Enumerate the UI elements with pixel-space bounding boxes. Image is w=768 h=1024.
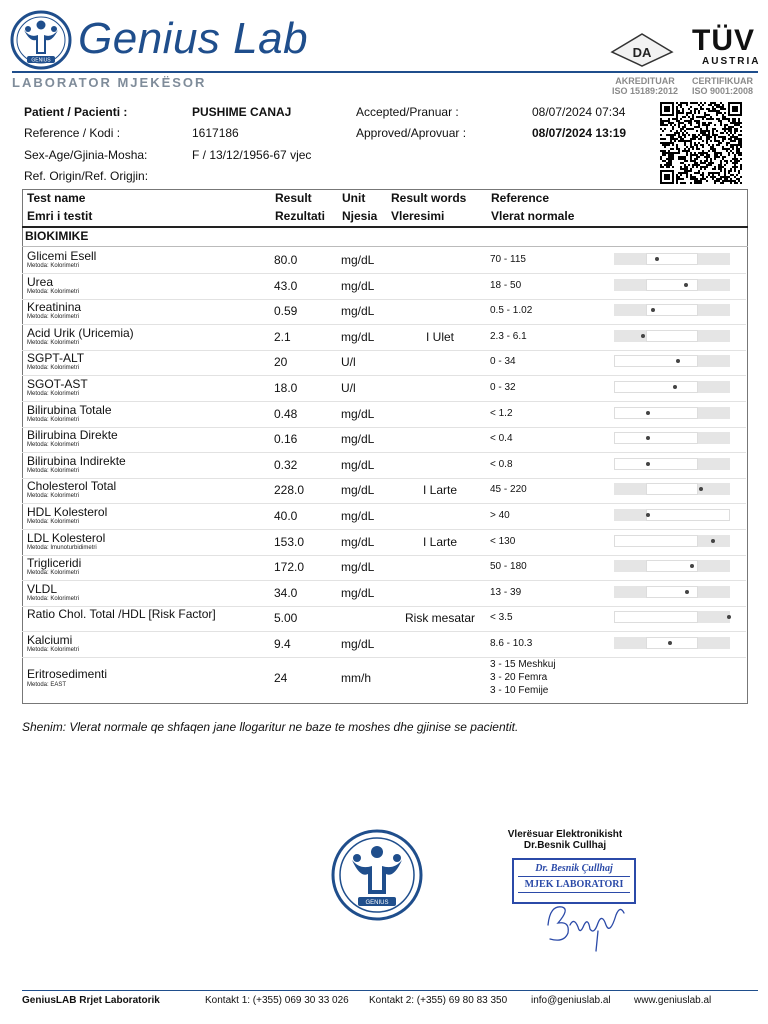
row-method: Metoda: Kolorimetri bbox=[27, 596, 80, 602]
section-title: BIOKIMIKE bbox=[25, 229, 89, 243]
footer-contact-2: Kontakt 2: (+355) 69 80 83 350 bbox=[369, 995, 508, 1006]
row-result: 18.0 bbox=[274, 381, 298, 395]
row-divider bbox=[22, 427, 746, 428]
genius-seal bbox=[330, 828, 424, 922]
patient-name: PUSHIME CANAJ bbox=[192, 105, 292, 119]
value-marker bbox=[676, 359, 680, 363]
esr-ref-child: 3 - 10 Femije bbox=[490, 685, 549, 696]
row-method: Metoda: Kolorimetri bbox=[27, 570, 80, 576]
row-divider bbox=[22, 631, 746, 632]
footer-contact-1: Kontakt 1: (+355) 069 30 33 026 bbox=[205, 995, 349, 1006]
handwritten-signature bbox=[540, 895, 630, 955]
row-range-bar bbox=[614, 279, 730, 291]
row-reference: > 40 bbox=[490, 510, 510, 521]
row-range-bar bbox=[614, 355, 730, 367]
row-unit: mg/dL bbox=[341, 586, 375, 600]
value-marker bbox=[646, 462, 650, 466]
value-marker bbox=[699, 487, 703, 491]
row-divider bbox=[22, 503, 746, 504]
ref-origin-label: Ref. Origin/Ref. Origjin: bbox=[24, 169, 149, 183]
row-unit: mg/dL bbox=[341, 304, 375, 318]
row-result: 0.32 bbox=[274, 458, 298, 472]
row-result-words: I Larte bbox=[422, 483, 458, 497]
note: Shenim: Vlerat normale qe shfaqen jane llogaritur ne baze te moshes dhe gjinise se pacientit. bbox=[22, 720, 519, 734]
col-result-sq: Rezultati bbox=[275, 209, 326, 223]
row-method: Metoda: Kolorimetri bbox=[27, 519, 80, 525]
value-marker bbox=[655, 257, 659, 261]
range-high-segment bbox=[698, 560, 730, 572]
certified-title: CERTIFIKUAR bbox=[692, 76, 754, 86]
value-marker bbox=[641, 334, 645, 338]
doctor-name: Dr.Besnik Cullhaj bbox=[523, 840, 607, 851]
seal-text: GENIUS bbox=[365, 900, 389, 906]
row-method: Metoda: Kolorimetri bbox=[27, 493, 80, 499]
results-table bbox=[22, 189, 748, 704]
esr-unit: mm/h bbox=[341, 671, 371, 685]
row-method: Metoda: Kolorimetri bbox=[27, 647, 80, 653]
patient-label: Patient / Pacienti : bbox=[24, 105, 128, 119]
esr-result: 24 bbox=[274, 671, 288, 685]
row-reference: 13 - 39 bbox=[490, 587, 522, 598]
row-reference: 0 - 34 bbox=[490, 356, 516, 367]
row-unit: mg/dL bbox=[341, 330, 375, 344]
row-divider bbox=[22, 555, 746, 556]
row-test-name: HDL Kolesterol bbox=[27, 505, 108, 519]
row-method: Metoda: Kolorimetri bbox=[27, 314, 80, 320]
value-marker bbox=[646, 513, 650, 517]
range-high-segment bbox=[698, 611, 730, 623]
range-low-segment bbox=[614, 509, 646, 521]
row-test-name: Ratio Chol. Total /HDL [Risk Factor] bbox=[27, 607, 216, 621]
accredited-block bbox=[612, 76, 678, 96]
row-divider bbox=[22, 580, 746, 581]
row-result: 0.16 bbox=[274, 432, 298, 446]
row-reference: 2.3 - 6.1 bbox=[490, 331, 527, 342]
footer-divider bbox=[22, 990, 758, 991]
range-normal-segment bbox=[646, 330, 697, 342]
row-test-name: Kalciumi bbox=[27, 633, 73, 647]
sex-age-label: Sex-Age/Gjinia-Mosha: bbox=[24, 148, 148, 162]
row-range-bar bbox=[614, 304, 730, 316]
certified-block bbox=[692, 76, 753, 96]
sex-age-value: F / 13/12/1956-67 vjec bbox=[192, 148, 312, 162]
col-words-en: Result words bbox=[391, 191, 467, 205]
accepted-value: 08/07/2024 07:34 bbox=[532, 105, 626, 119]
row-divider bbox=[22, 452, 746, 453]
row-range-bar bbox=[614, 432, 730, 444]
row-range-bar bbox=[614, 560, 730, 572]
range-normal-segment bbox=[646, 586, 697, 598]
row-test-name: Glicemi Esell bbox=[27, 249, 97, 263]
row-range-bar bbox=[614, 407, 730, 419]
row-reference: < 130 bbox=[490, 536, 516, 547]
row-divider bbox=[22, 657, 746, 658]
col-unit-en: Unit bbox=[342, 191, 366, 205]
col-test-sq: Emri i testit bbox=[27, 209, 93, 223]
row-range-bar bbox=[614, 611, 730, 623]
certified-iso: ISO 9001:2008 bbox=[692, 86, 754, 96]
row-result-words: I Larte bbox=[422, 535, 458, 549]
row-result: 43.0 bbox=[274, 279, 298, 293]
header-divider-line bbox=[22, 226, 748, 228]
range-normal-segment bbox=[646, 279, 697, 291]
value-marker bbox=[690, 564, 694, 568]
footer-network: GeniusLAB Rrjet Laboratorik bbox=[22, 995, 160, 1006]
da-badge-text: DA bbox=[632, 45, 652, 60]
row-range-bar bbox=[614, 586, 730, 598]
section-divider-line bbox=[22, 246, 748, 247]
footer-website[interactable]: www.geniuslab.al bbox=[634, 995, 712, 1006]
range-high-segment bbox=[698, 381, 730, 393]
range-normal-segment bbox=[614, 432, 698, 444]
range-high-segment bbox=[698, 458, 730, 470]
row-test-name: Trigliceridi bbox=[27, 556, 82, 570]
row-test-name: Bilirubina Indirekte bbox=[27, 454, 126, 468]
row-reference: 0.5 - 1.02 bbox=[490, 305, 533, 316]
approved-value: 08/07/2024 13:19 bbox=[532, 126, 627, 140]
row-result: 153.0 bbox=[274, 535, 305, 549]
tuv-logo: TÜV bbox=[692, 24, 755, 57]
value-marker bbox=[668, 641, 672, 645]
esr-method: Metoda: EAST bbox=[27, 682, 67, 688]
row-divider bbox=[22, 375, 746, 376]
range-low-segment bbox=[614, 253, 646, 265]
row-test-name: VLDL bbox=[27, 582, 58, 596]
genius-logo bbox=[10, 10, 72, 70]
accredited-iso: ISO 15189:2012 bbox=[612, 86, 679, 96]
row-method: Metoda: Kolorimetri bbox=[27, 340, 80, 346]
range-normal-segment bbox=[614, 381, 698, 393]
row-unit: mg/dL bbox=[341, 535, 375, 549]
row-range-bar bbox=[614, 535, 730, 547]
row-method: Metoda: Kolorimetri bbox=[27, 289, 80, 295]
stamp-name: Dr. Besnik Çullhaj bbox=[535, 863, 613, 874]
row-unit: mg/dL bbox=[341, 432, 375, 446]
range-high-segment bbox=[698, 432, 730, 444]
esr-name: Eritrosedimenti bbox=[27, 667, 108, 681]
row-test-name: Acid Urik (Uricemia) bbox=[27, 326, 134, 340]
row-range-bar bbox=[614, 330, 730, 342]
value-marker bbox=[646, 411, 650, 415]
range-normal-segment bbox=[614, 611, 698, 623]
value-marker bbox=[727, 615, 731, 619]
col-words-sq: Vleresimi bbox=[391, 209, 445, 223]
range-high-segment bbox=[698, 330, 730, 342]
row-range-bar bbox=[614, 637, 730, 649]
value-marker bbox=[711, 539, 715, 543]
tuv-country: AUSTRIA bbox=[702, 56, 761, 67]
row-result: 80.0 bbox=[274, 253, 298, 267]
range-high-segment bbox=[698, 304, 730, 316]
row-method: Metoda: Kolorimetri bbox=[27, 468, 80, 474]
row-test-name: SGPT-ALT bbox=[27, 351, 85, 365]
row-method: Metoda: Imunoturbidimetri bbox=[27, 545, 97, 551]
row-divider bbox=[22, 273, 746, 274]
row-reference: < 1.2 bbox=[490, 408, 513, 419]
row-divider bbox=[22, 478, 746, 479]
value-marker bbox=[684, 283, 688, 287]
row-result: 228.0 bbox=[274, 483, 305, 497]
range-low-segment bbox=[614, 560, 646, 572]
approved-label: Approved/Aprovuar : bbox=[356, 126, 467, 140]
row-method: Metoda: Kolorimetri bbox=[27, 365, 80, 371]
row-unit: mg/dL bbox=[341, 560, 375, 574]
row-method: Metoda: Kolorimetri bbox=[27, 442, 80, 448]
row-test-name: Urea bbox=[27, 275, 54, 289]
row-result: 0.48 bbox=[274, 407, 298, 421]
row-reference: 70 - 115 bbox=[490, 254, 526, 265]
row-unit: mg/dL bbox=[341, 637, 375, 651]
row-test-name: Bilirubina Direkte bbox=[27, 428, 118, 442]
range-normal-segment bbox=[646, 509, 730, 521]
col-test-en: Test name bbox=[27, 191, 86, 205]
range-normal-segment bbox=[646, 637, 697, 649]
qr-code bbox=[660, 102, 742, 184]
range-high-segment bbox=[698, 279, 730, 291]
reference-value: 1617186 bbox=[192, 126, 239, 140]
row-result: 172.0 bbox=[274, 560, 305, 574]
range-normal-segment bbox=[614, 407, 698, 419]
row-result: 20 bbox=[274, 355, 288, 369]
row-reference: 45 - 220 bbox=[490, 484, 527, 495]
row-reference: < 3.5 bbox=[490, 612, 513, 623]
range-high-segment bbox=[698, 253, 730, 265]
row-reference: < 0.4 bbox=[490, 433, 513, 444]
brand-subtitle: LABORATOR MJEKËSOR bbox=[12, 75, 207, 90]
row-reference: 18 - 50 bbox=[490, 280, 522, 291]
row-divider bbox=[22, 529, 746, 530]
row-unit: mg/dL bbox=[341, 483, 375, 497]
row-reference: 50 - 180 bbox=[490, 561, 527, 572]
signature-block bbox=[490, 829, 640, 851]
row-divider bbox=[22, 299, 746, 300]
range-low-segment bbox=[614, 586, 646, 598]
row-method: Metoda: Kolorimetri bbox=[27, 417, 80, 423]
row-unit: U/l bbox=[341, 355, 356, 369]
row-result: 9.4 bbox=[274, 637, 291, 651]
row-reference: 0 - 32 bbox=[490, 382, 516, 393]
row-method: Metoda: Kolorimetri bbox=[27, 391, 80, 397]
row-divider bbox=[22, 401, 746, 402]
row-unit: mg/dL bbox=[341, 407, 375, 421]
range-normal-segment bbox=[614, 355, 698, 367]
row-divider bbox=[22, 350, 746, 351]
esr-ref-female: 3 - 20 Femra bbox=[490, 672, 548, 683]
row-test-name: Bilirubina Totale bbox=[27, 403, 112, 417]
col-result-en: Result bbox=[275, 191, 312, 205]
row-result: 2.1 bbox=[274, 330, 291, 344]
col-reference-en: Reference bbox=[491, 191, 550, 205]
row-unit: U/l bbox=[341, 381, 356, 395]
header-divider bbox=[12, 71, 758, 73]
row-result: 40.0 bbox=[274, 509, 298, 523]
row-result: 0.59 bbox=[274, 304, 298, 318]
range-high-segment bbox=[698, 355, 730, 367]
row-range-bar bbox=[614, 509, 730, 521]
row-test-name: LDL Kolesterol bbox=[27, 531, 106, 545]
row-reference: < 0.8 bbox=[490, 459, 513, 470]
row-range-bar bbox=[614, 458, 730, 470]
range-low-segment bbox=[614, 279, 646, 291]
row-range-bar bbox=[614, 381, 730, 393]
row-unit: mg/dL bbox=[341, 253, 375, 267]
range-normal-segment bbox=[646, 483, 697, 495]
range-high-segment bbox=[698, 586, 730, 598]
accredited-title: AKREDITUAR bbox=[615, 76, 675, 86]
range-normal-segment bbox=[614, 458, 698, 470]
row-test-name: SGOT-AST bbox=[27, 377, 88, 391]
row-result: 34.0 bbox=[274, 586, 298, 600]
footer-email[interactable]: info@geniuslab.al bbox=[531, 995, 611, 1006]
row-range-bar bbox=[614, 483, 730, 495]
row-test-name: Kreatinina bbox=[27, 300, 82, 314]
row-result-words: Risk mesatar bbox=[404, 611, 475, 625]
row-range-bar bbox=[614, 253, 730, 265]
row-unit: mg/dL bbox=[341, 509, 375, 523]
row-divider bbox=[22, 324, 746, 325]
range-low-segment bbox=[614, 483, 646, 495]
accepted-label: Accepted/Pranuar : bbox=[356, 105, 459, 119]
row-result: 5.00 bbox=[274, 611, 298, 625]
row-reference: 8.6 - 10.3 bbox=[490, 638, 533, 649]
range-low-segment bbox=[614, 637, 646, 649]
col-unit-sq: Njesia bbox=[342, 209, 378, 223]
reference-label: Reference / Kodi : bbox=[24, 126, 121, 140]
row-result-words: I Ulet bbox=[425, 330, 454, 344]
esr-ref-male: 3 - 15 Meshkuj bbox=[490, 659, 556, 670]
row-test-name: Cholesterol Total bbox=[27, 479, 117, 493]
range-high-segment bbox=[698, 407, 730, 419]
range-high-segment bbox=[698, 637, 730, 649]
svg-text:GENIUS: GENIUS bbox=[31, 57, 51, 64]
range-low-segment bbox=[614, 304, 646, 316]
row-method: Metoda: Kolorimetri bbox=[27, 263, 80, 269]
row-unit: mg/dL bbox=[341, 458, 375, 472]
range-normal-segment bbox=[614, 535, 698, 547]
col-reference-sq: Vlerat normale bbox=[491, 209, 575, 223]
evaluated-electronically: Vlerësuar Elektronikisht bbox=[507, 829, 623, 840]
stamp-title: MJEK LABORATORI bbox=[518, 876, 630, 893]
value-marker bbox=[646, 436, 650, 440]
row-unit: mg/dL bbox=[341, 279, 375, 293]
brand-title: Genius Lab bbox=[78, 14, 309, 63]
da-badge bbox=[608, 30, 676, 68]
